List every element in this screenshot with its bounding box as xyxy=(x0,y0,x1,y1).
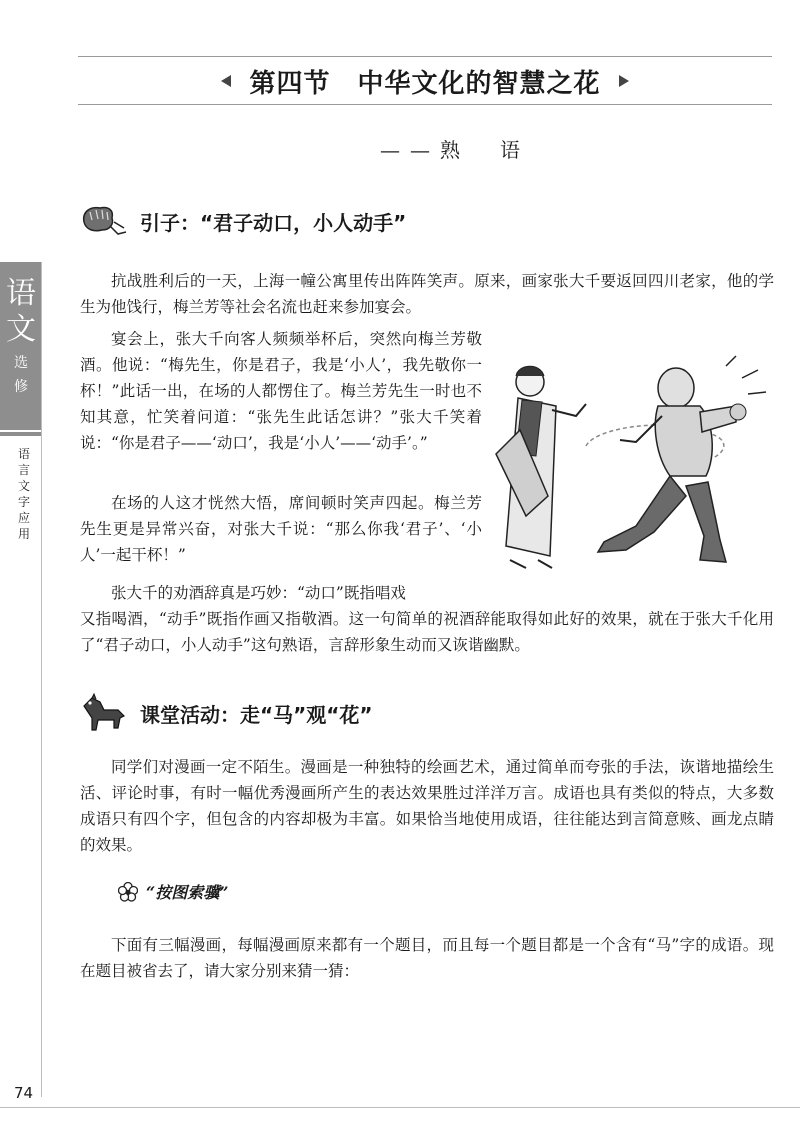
fist-icon xyxy=(78,200,130,242)
motion-lines xyxy=(726,356,766,394)
intro-paragraph-4: 张大千的劝酒辞真是巧妙：“动口”既指唱戏 xyxy=(111,584,406,602)
activity-paragraph: 同学们对漫画一定不陌生。漫画是一种独特的绘画艺术，通过简单而夸张的手法，诙谐地描绘生活、评论时事，有时一幅优秀漫画所产生的表达效果胜过洋洋万言。成语也具有类似的特点，大多数成语只有四个字，但包含的内容却极为丰富。如果恰当地使用成语，往往能达到言简意赅、画龙点睛的效果。 xyxy=(80,758,774,854)
side-vertical-text: 语言文字应用 xyxy=(18,447,31,541)
triangle-left-icon xyxy=(221,75,231,87)
intro-paragraph-5: 又指喝酒，“动手”既指作画又指敬酒。这一句简单的祝酒辞能取得如此好的效果，就在于张大千化用了“君子动口，小人动手”这句熟语，言辞形象生动而又诙谐幽默。 xyxy=(80,610,774,654)
side-margin-line xyxy=(41,262,42,1097)
bottom-rule xyxy=(0,1107,800,1108)
triangle-right-icon xyxy=(619,75,629,87)
sub-heading-title: “按图索骥” xyxy=(146,883,229,902)
side-tab-char-1: 语 xyxy=(6,276,36,311)
section-activity-title: 课堂活动：走“马”观“花” xyxy=(140,702,373,727)
chapter-title-row xyxy=(78,58,772,104)
cartoon-illustration xyxy=(486,346,782,582)
horse-icon xyxy=(78,692,130,734)
section-intro-title: 引子：“君子动口，小人动手” xyxy=(140,210,407,235)
flower-icon xyxy=(118,882,138,902)
intro-paragraph-3: 在场的人这才恍然大悟，席间顿时笑声四起。梅兰芳先生更是异常兴奋，对张大千说：“那么你我‘君子’、‘小人’一起干杯！” xyxy=(80,494,482,564)
strongman-figure xyxy=(598,368,746,562)
title-underline xyxy=(78,104,772,105)
intro-paragraph-1: 抗战胜利后的一天，上海一幢公寓里传出阵阵笑声。原来，画家张大千要返回四川老家，他的学生为他饯行，梅兰芳等社会名流也赶来参加宴会。 xyxy=(80,272,774,316)
chapter-subtitle: ——熟 语 xyxy=(380,138,530,162)
page-number: 74 xyxy=(14,1084,34,1102)
intro-paragraph-2: 宴会上，张大千向客人频频举杯后，突然向梅兰芳敬酒。他说：“梅先生，你是君子，我是‘小人’，我先敬你一杯！”此话一出，在场的人都愣住了。梅兰芳先生一时也不知其意，忙笑着问道：“张先生此话怎讲？”张大千笑着说：“你是君子——‘动口’，我是‘小人’——‘动手’。” xyxy=(80,330,482,452)
sub-heading xyxy=(118,880,228,903)
section-intro-heading xyxy=(78,200,406,242)
side-tab-label-1: 选 xyxy=(14,355,28,371)
side-tab-char-2: 文 xyxy=(6,312,36,347)
top-rule xyxy=(78,56,772,57)
side-tab-bar xyxy=(0,432,42,436)
scholar-figure xyxy=(496,366,586,568)
chapter-title: 第四节 中华文化的智慧之花 xyxy=(249,68,601,99)
section-activity-heading xyxy=(78,692,373,734)
side-tab-label-2: 修 xyxy=(14,379,28,395)
side-tab xyxy=(0,262,42,430)
sub-paragraph: 下面有三幅漫画，每幅漫画原来都有一个题目，而且每一个题目都是一个含有“马”字的成语。现在题目被省去了，请大家分别来猜一猜： xyxy=(80,936,774,980)
